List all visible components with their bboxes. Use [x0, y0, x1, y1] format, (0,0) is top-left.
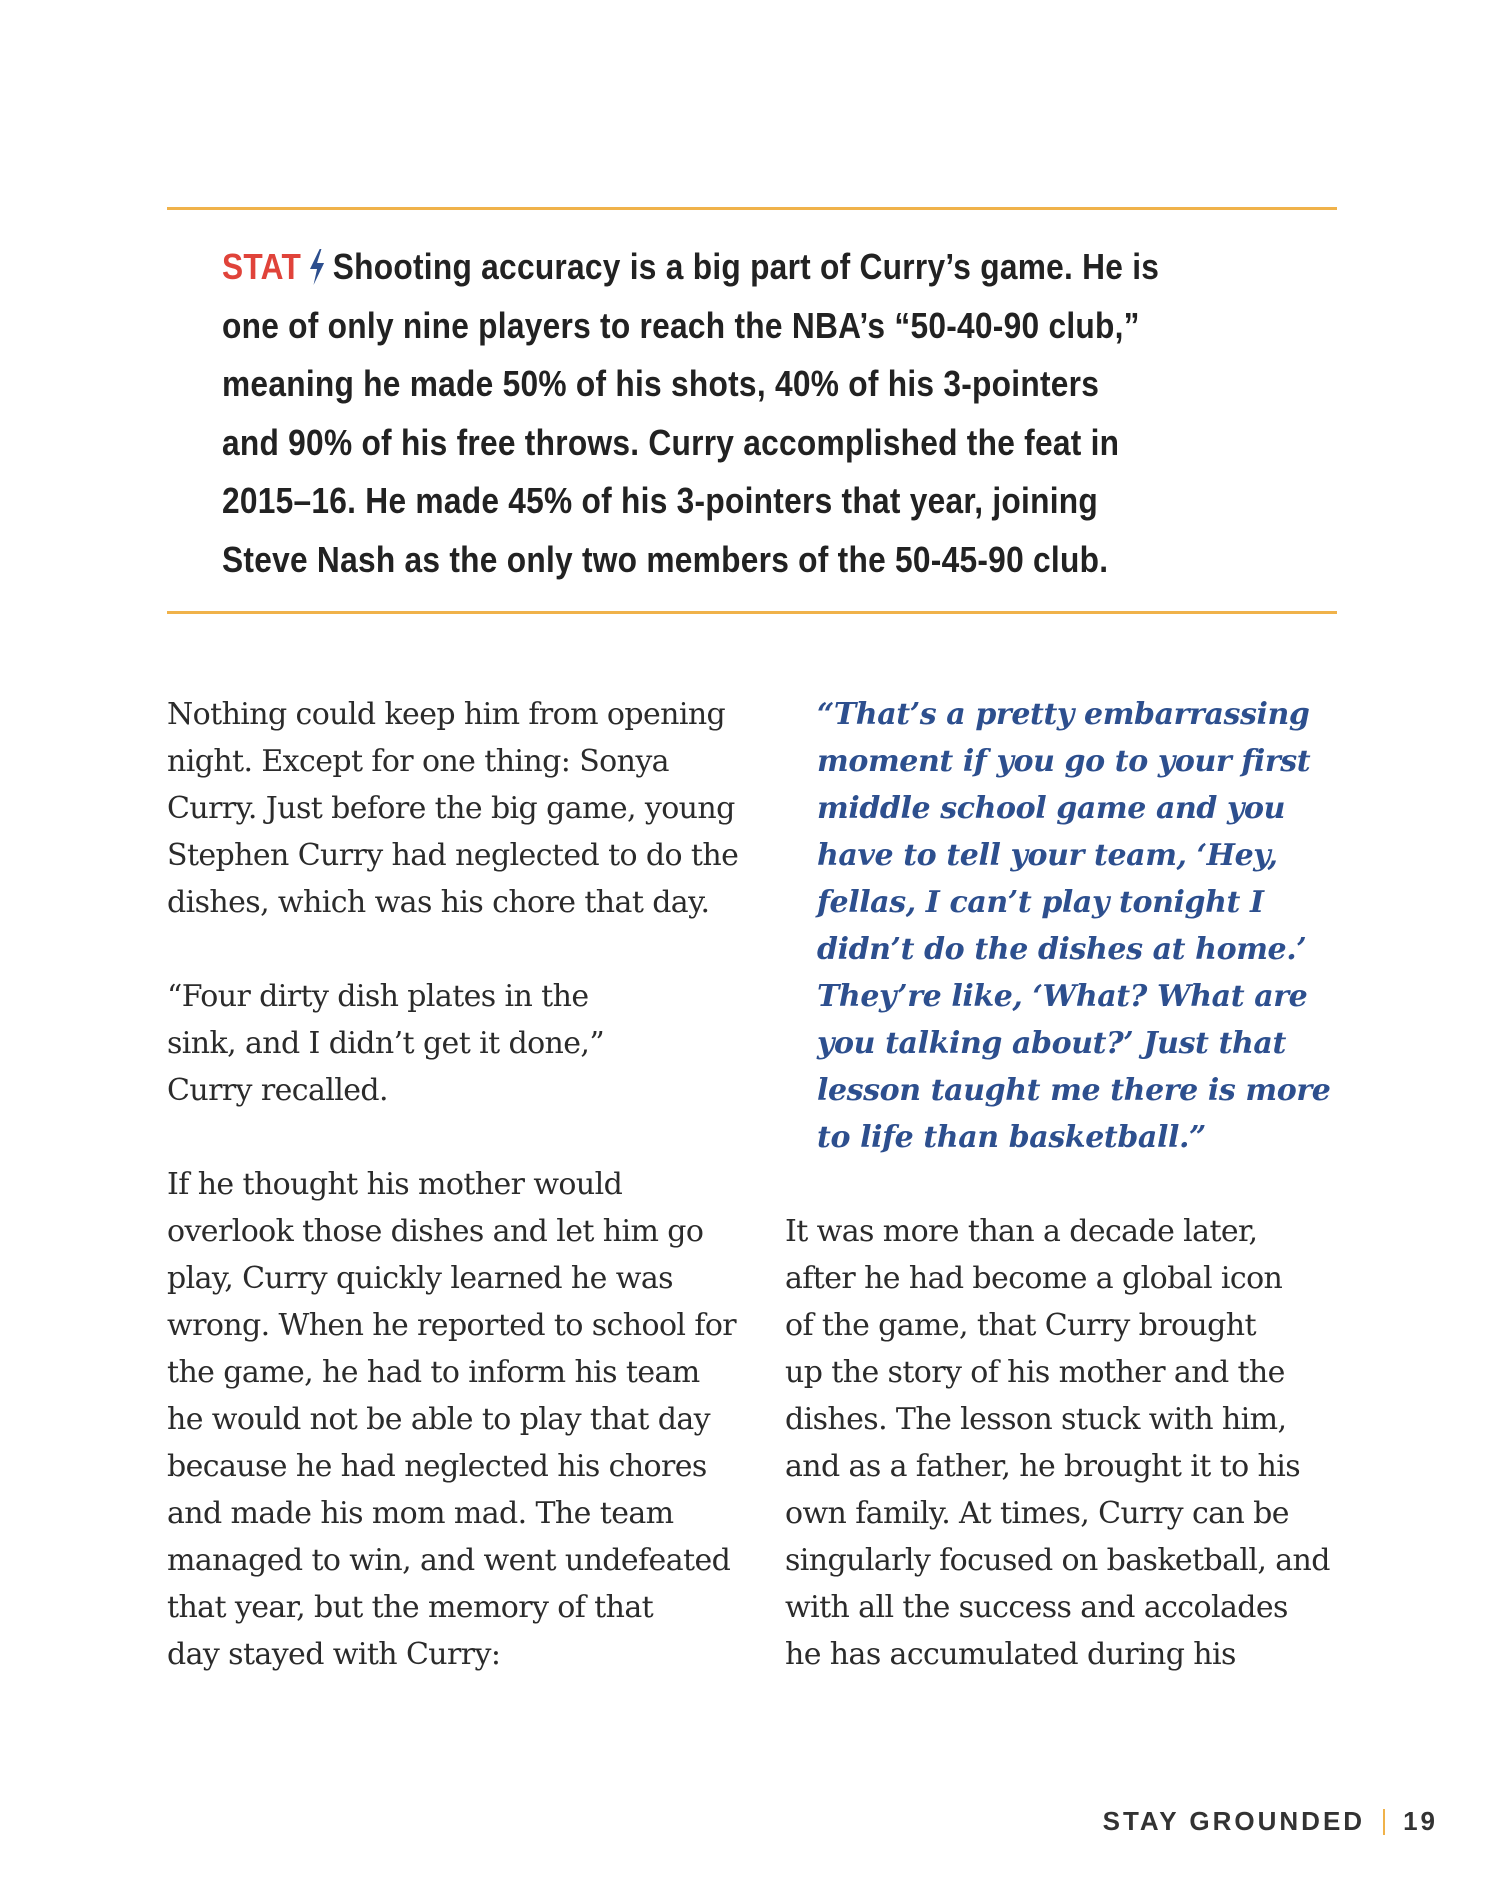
quote-line: fellas, I can’t play tonight I — [817, 885, 1264, 920]
body-line: Curry. Just before the big game, young — [167, 791, 735, 826]
quote-line: you talking about?’ Just that — [817, 1026, 1286, 1061]
body-line: play, Curry quickly learned he was — [167, 1261, 673, 1296]
stat-line: and 90% of his free throws. Curry accomplished the feat in — [222, 421, 1120, 463]
body-line: that year, but the memory of that — [167, 1590, 654, 1625]
lightning-bolt-icon — [308, 249, 326, 285]
quote-line: didn’t do the dishes at home.’ — [817, 932, 1307, 967]
stat-top-rule — [167, 207, 1337, 210]
body-line: after he had become a global icon — [785, 1261, 1283, 1296]
stat-line: Shooting accuracy is a big part of Curry’s game. He is — [332, 246, 1160, 287]
body-line: It was more than a decade later, — [785, 1214, 1258, 1249]
page-footer — [1103, 1806, 1438, 1837]
body-line: of the game, that Curry brought — [785, 1308, 1256, 1343]
body-line: day stayed with Curry: — [167, 1637, 501, 1672]
body-line: the game, he had to inform his team — [167, 1355, 700, 1390]
section-title: STAY GROUNDED — [1102, 1806, 1366, 1836]
stat-label: STAT — [222, 246, 302, 287]
stat-line: one of only nine players to reach the NBA’s “50-40-90 club,” — [222, 304, 1140, 346]
body-line: because he had neglected his chores — [167, 1449, 707, 1484]
body-line: with all the success and accolades — [785, 1590, 1288, 1625]
body-line: he has accumulated during his — [785, 1637, 1236, 1672]
body-line: overlook those dishes and let him go — [167, 1214, 704, 1249]
page-number: 19 — [1403, 1806, 1438, 1836]
quote-line: They’re like, ‘What? What are — [817, 979, 1308, 1014]
left-column — [167, 691, 738, 1678]
body-line: If he thought his mother would — [167, 1167, 623, 1202]
footer-separator — [1383, 1809, 1385, 1835]
body-line: managed to win, and went undefeated — [167, 1543, 731, 1578]
stat-line: Steve Nash as the only two members of the 50-45-90 club. — [222, 538, 1109, 580]
body-line: night. Except for one thing: Sonya — [167, 744, 669, 779]
body-line: and made his mom mad. The team — [167, 1496, 674, 1531]
body-line: “Four dirty dish plates in the — [167, 979, 589, 1014]
body-line: wrong. When he reported to school for — [167, 1308, 737, 1343]
body-line: dishes. The lesson stuck with him, — [785, 1402, 1287, 1437]
body-line: up the story of his mother and the — [785, 1355, 1285, 1390]
quote-line: moment if you go to your first — [817, 744, 1311, 779]
pull-quote — [817, 691, 1330, 1161]
stat-box — [222, 238, 1164, 589]
quote-line: have to tell your team, ‘Hey, — [817, 838, 1278, 873]
right-column — [785, 1208, 1330, 1678]
body-line: Curry recalled. — [167, 1073, 388, 1108]
stat-bottom-rule — [167, 611, 1337, 614]
body-line: singularly focused on basketball, and — [785, 1543, 1330, 1578]
body-line: he would not be able to play that day — [167, 1402, 710, 1437]
body-line: and as a father, he brought it to his — [785, 1449, 1301, 1484]
body-line: sink, and I didn’t get it done,” — [167, 1026, 605, 1061]
body-line: own family. At times, Curry can be — [785, 1496, 1289, 1531]
stat-line: meaning he made 50% of his shots, 40% of his 3-pointers — [222, 363, 1100, 404]
stat-line: 2015–16. He made 45% of his 3-pointers that year, joining — [222, 480, 1098, 521]
quote-line: to life than basketball.” — [817, 1120, 1206, 1155]
quote-line: lesson taught me there is more — [817, 1073, 1331, 1108]
quote-line: “That’s a pretty embarrassing — [817, 697, 1310, 732]
body-line: Nothing could keep him from opening — [167, 697, 726, 732]
body-line: dishes, which was his chore that day. — [167, 885, 710, 920]
body-line: Stephen Curry had neglected to do the — [167, 838, 739, 873]
quote-line: middle school game and you — [817, 791, 1286, 826]
